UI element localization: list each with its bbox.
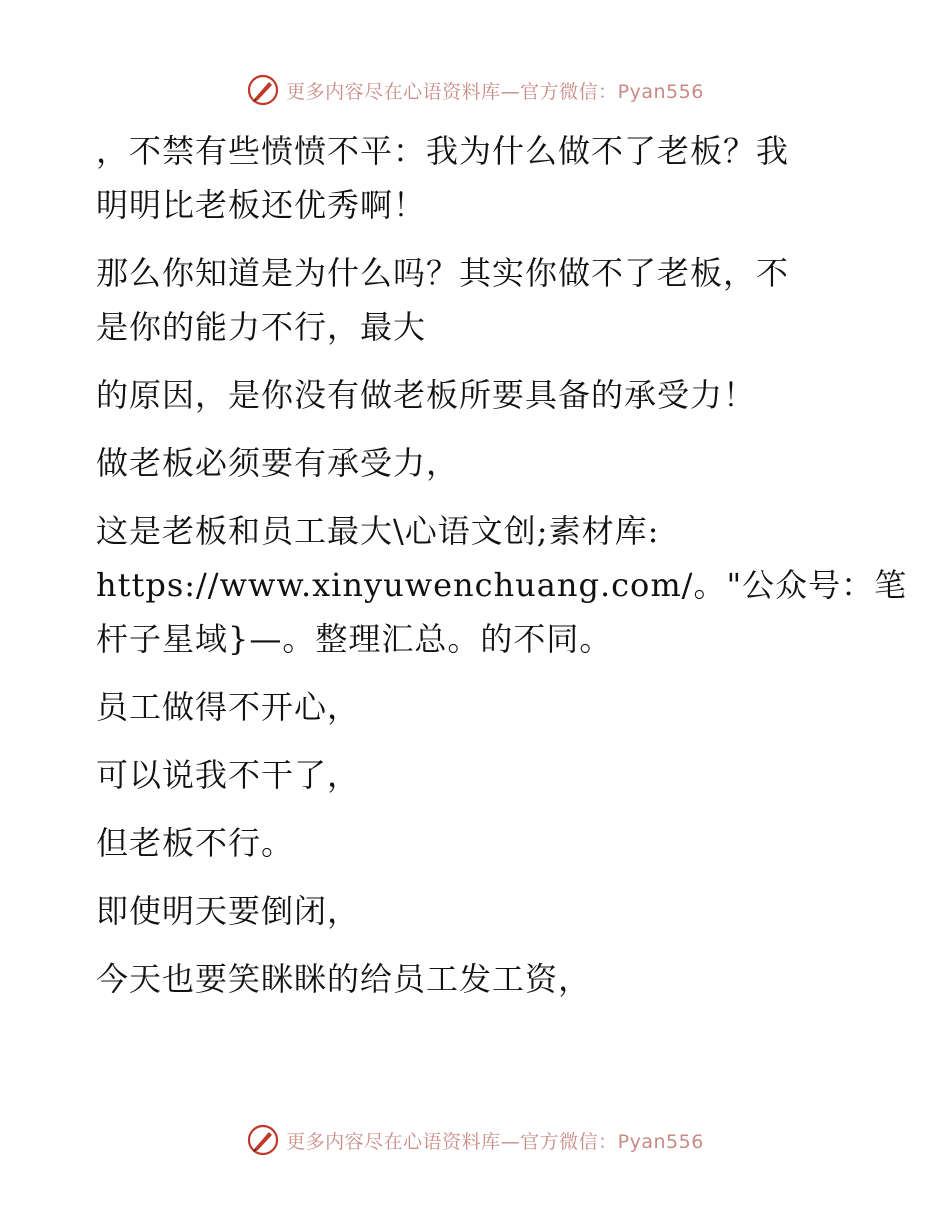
text-line: 那么你知道是为什么吗？其实你做不了老板，不	[96, 254, 790, 292]
text-line: 的原因，是你没有做老板所要具备的承受力！	[96, 376, 757, 414]
paragraph	[96, 680, 876, 734]
quill-pen-logo-icon	[246, 1123, 280, 1157]
paragraph	[96, 748, 876, 802]
text-line: ，不禁有些愤愤不平：我为什么做不了老板？我	[96, 132, 790, 170]
text-line: 做老板必须要有承受力，	[96, 444, 460, 482]
paragraph	[96, 124, 876, 232]
text-line: 是你的能力不行，最大	[96, 308, 427, 346]
watermark-text: 更多内容尽在心语资料库—官方微信：Pyan556	[286, 80, 704, 103]
paragraph	[96, 368, 876, 422]
text-line: 杆子星域}—。整理汇总。的不同。	[96, 620, 613, 658]
paragraph	[96, 816, 876, 870]
paragraph	[96, 504, 908, 666]
paragraph	[96, 436, 876, 490]
text-line: 即使明天要倒闭，	[96, 892, 361, 930]
header-watermark	[0, 70, 950, 110]
text-line: 员工做得不开心，	[96, 688, 361, 726]
text-line: https://www.xinyuwenchuang.com/。"公众号：笔	[96, 566, 908, 604]
paragraph	[96, 884, 876, 938]
text-line: 明明比老板还优秀啊！	[96, 186, 427, 224]
paragraph	[96, 246, 876, 354]
footer-watermark	[0, 1120, 950, 1160]
document-body	[96, 124, 908, 1006]
text-line: 这是老板和员工最大\心语文创;素材库:	[96, 512, 660, 550]
text-line: 可以说我不干了，	[96, 756, 361, 794]
watermark-text: 更多内容尽在心语资料库—官方微信：Pyan556	[286, 1130, 704, 1153]
text-line: 今天也要笑眯眯的给员工发工资，	[96, 960, 592, 998]
quill-pen-logo-icon	[246, 73, 280, 107]
text-line: 但老板不行。	[96, 824, 295, 862]
paragraph	[96, 952, 876, 1006]
